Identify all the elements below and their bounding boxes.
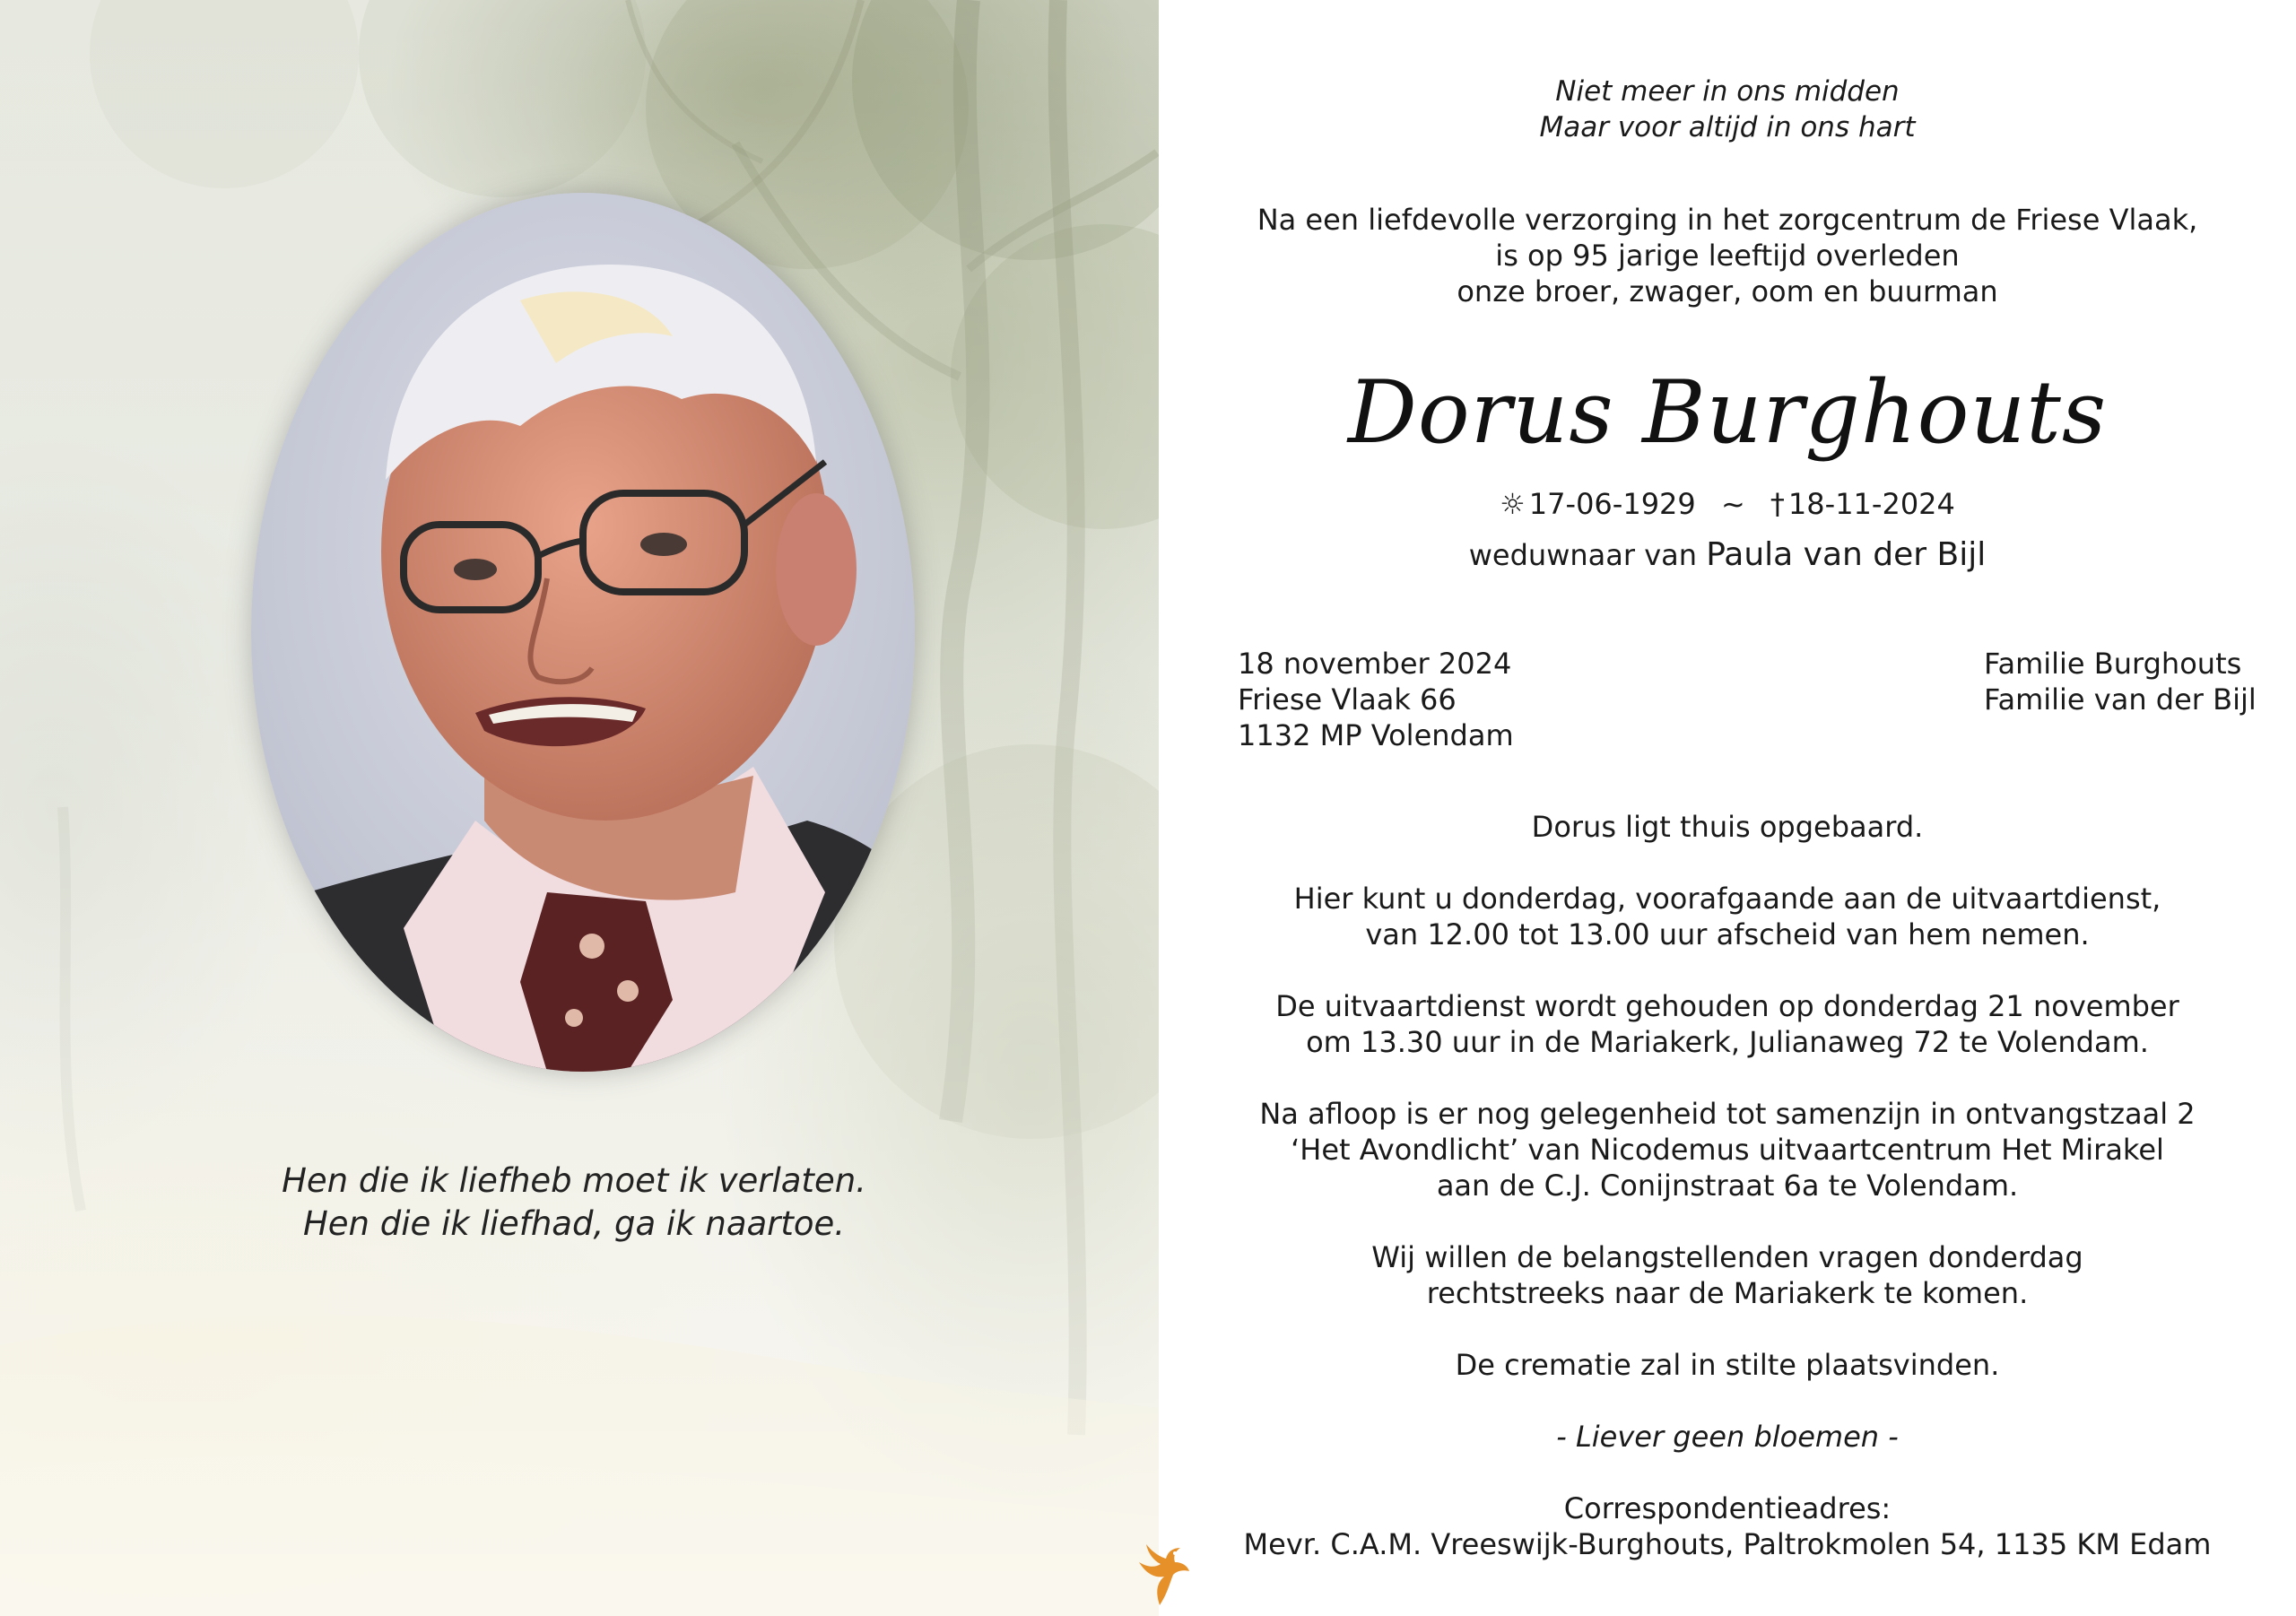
cremation-note — [1159, 1347, 2296, 1383]
intro-line: is op 95 jarige leeftijd overleden — [1495, 239, 1960, 273]
phoenix-logo-icon — [1128, 1542, 1191, 1610]
widower-line — [1159, 535, 2296, 575]
intro-text — [1159, 202, 2296, 309]
deceased-name: Dorus Burghouts — [1347, 362, 2108, 463]
motto-line: Maar voor altijd in ons hart — [1539, 111, 1916, 143]
paragraph-line: - Liever geen bloemen - — [1556, 1420, 1899, 1454]
left-quote — [179, 1160, 969, 1246]
viewing-note — [1159, 809, 2296, 845]
home-address — [1238, 646, 1514, 753]
address-line: 1132 MP Volendam — [1238, 718, 1514, 752]
paragraph-line: Mevr. C.A.M. Vreeswijk-Burghouts, Paltrokmolen 54, 1135 KM Edam — [1243, 1527, 2212, 1561]
correspondence-address — [1159, 1490, 2296, 1562]
family-names — [1984, 646, 2257, 717]
paragraph-line: De uitvaartdienst wordt gehouden op donderdag 21 november — [1275, 989, 2179, 1023]
spouse-name: Paula van der Bijl — [1706, 536, 1987, 573]
family-line: Familie van der Bijl — [1984, 682, 2257, 717]
gathering-info — [1159, 1096, 2296, 1203]
quote-line: Hen die ik liefhad, ga ik naartoe. — [302, 1204, 846, 1243]
paragraph-line: van 12.00 tot 13.00 uur afscheid van hem nemen. — [1365, 917, 2090, 951]
widower-prefix: weduwnaar van — [1468, 538, 1698, 572]
attendance-request — [1159, 1239, 2296, 1311]
no-flowers-note — [1159, 1419, 2296, 1455]
birth-sun-icon: ☼ — [1500, 487, 1526, 521]
address-line: 18 november 2024 — [1238, 647, 1512, 681]
paragraph-line: Wij willen de belangstellenden vragen donderdag — [1371, 1240, 2083, 1274]
paragraph-line: rechtstreeks naar de Mariakerk te komen. — [1426, 1276, 2029, 1310]
birth-date: 17-06-1929 — [1528, 487, 1696, 521]
portrait-illustration — [251, 193, 915, 1072]
paragraph-line: Na afloop is er nog gelegenheid tot samenzijn in ontvangstzaal 2 — [1259, 1097, 2196, 1131]
address-line: Friese Vlaak 66 — [1238, 682, 1457, 717]
motto — [1159, 74, 2296, 145]
paragraph-line: Dorus ligt thuis opgebaard. — [1531, 810, 1924, 844]
intro-line: onze broer, zwager, oom en buurman — [1457, 274, 1998, 308]
quote-line: Hen die ik liefheb moet ik verlaten. — [282, 1161, 866, 1200]
death-date: 18-11-2024 — [1787, 487, 1955, 521]
portrait-photo — [251, 193, 915, 1072]
date-separator: ~ — [1720, 487, 1745, 521]
paragraph-line: De crematie zal in stilte plaatsvinden. — [1455, 1348, 2000, 1382]
death-cross-icon: † — [1770, 487, 1785, 521]
service-info — [1159, 988, 2296, 1060]
intro-line: Na een liefdevolle verzorging in het zorgcentrum de Friese Vlaak, — [1257, 203, 2198, 237]
paragraph-line: Correspondentieadres: — [1563, 1491, 1892, 1525]
paragraph-line: ‘Het Avondlicht’ van Nicodemus uitvaartcentrum Het Mirakel — [1291, 1133, 2164, 1167]
life-dates — [1159, 484, 2296, 524]
announcement-text-panel — [1159, 0, 2296, 1616]
motto-line: Niet meer in ons midden — [1555, 75, 1900, 108]
paragraph-line: om 13.30 uur in de Mariakerk, Julianaweg 72 te Volendam. — [1306, 1025, 2149, 1059]
family-line: Familie Burghouts — [1984, 647, 2242, 681]
paragraph-line: Hier kunt u donderdag, voorafgaande aan de uitvaartdienst, — [1293, 882, 2161, 916]
farewell-info — [1159, 881, 2296, 952]
paragraph-line: aan de C.J. Conijnstraat 6a te Volendam. — [1436, 1169, 2019, 1203]
